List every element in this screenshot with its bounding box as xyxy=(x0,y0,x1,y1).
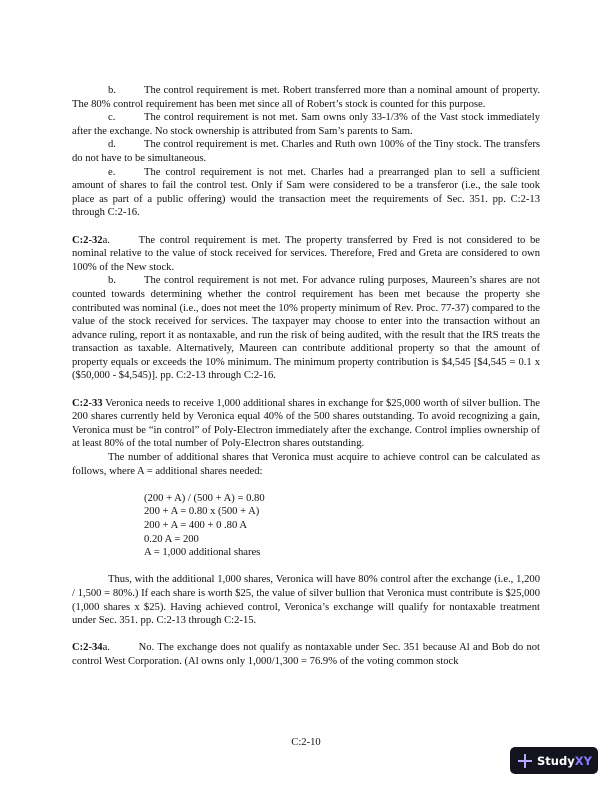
problem-id: C:2-33 xyxy=(72,397,103,409)
part-text: No. The exchange does not qualify as nontaxable under Sec. 351 because Al and Bob do not control West Corporation. (Al owns only 1,000/1,300 = 76.9% of the voting common stock xyxy=(72,642,540,667)
problem-c2-33-para3: Thus, with the additional 1,000 shares, Veronica will have 80% control after the exchange (i.e., 1,200 / 1,500 = 80%.) If each share is worth $25, the value of silver bullion that Veronica must contribute is $25,000 (1,000 shares x $25). Having achieved control, Veronica’s exchange will qualify for nontaxable treatment under Sec. 351. pp. C:2-13 through C:2-15. xyxy=(72,574,540,627)
part-label: a. xyxy=(102,234,110,246)
part-text: The control requirement is not met. Charles had a prearranged plan to sell a sufficient amount of shares to fail the control test. Only if Sam were considered to be a transferor (i.e., the sale took place as part of a public offering) would the transaction meet the requirements of Sec. 351. pp. C:2-13 through C:2-16. xyxy=(72,166,540,219)
part-e xyxy=(72,166,540,220)
equation-line: (200 + A) / (500 + A) = 0.80 xyxy=(144,492,265,504)
part-text: The control requirement is met. The property transferred by Fred is not considered to be nominal relative to the value of stock received for services. Therefore, Fred and Greta are considered to own 100% of the New stock. xyxy=(72,234,540,273)
brand-accent: XY xyxy=(574,753,592,768)
equation-block xyxy=(144,492,540,560)
problem-c2-32-a xyxy=(72,234,540,275)
page-number: C:2-10 xyxy=(291,737,321,748)
intro-text: Veronica needs to receive 1,000 additional shares in exchange for $25,000 worth of silver bullion. The 200 shares currently held by Veronica equal 40% of the 500 shares outstanding. To avoid recognizing a gain, Veronica must be “in control” of Poly-Electron immediately after the exchange. Control implies ownership of at least 80% of the total number of Poly-Electron shares outstanding. xyxy=(72,397,540,450)
equation-line: 0.20 A = 200 xyxy=(144,533,199,545)
part-text: The control requirement is met. Robert transferred more than a nominal amount of property. The 80% control requirement has been met since all of Robert’s stock is counted for this purpose. xyxy=(72,85,540,110)
part-c xyxy=(72,111,540,138)
equation-line: 200 + A = 400 + 0 .80 A xyxy=(144,520,247,531)
document-page xyxy=(72,84,540,669)
part-text: The control requirement is not met. For advance ruling purposes, Maureen’s shares are not counted towards determining whether the control requirement has been met because the property she contributed was nominal (i.e., does not meet the 10% property minimum of Rev. Proc. 77-37) compared to the value of the stock received for services. The taxpayer may choose to enter into the transaction without an advance ruling, report it as nontaxable, and run the risk of being audited, with the result that the IRS treats the transaction as taxable. Alternatively, Maureen can contribute additional property so that the amount of property equals or exceeds the 10% minimum. The minimum property contribution is $4,545 [$4,545 = 0.1 x ($50,000 - $4,545)]. pp. C:2-13 through C:2-16. xyxy=(72,275,540,382)
part-text: The control requirement is not met. Sam owns only 33-1/3% of the Vast stock immediately after the exchange. No stock ownership is attributed from Sam’s parents to Sam. xyxy=(72,112,540,137)
plus-icon xyxy=(518,754,532,768)
part-label: c. xyxy=(108,112,116,124)
part-text: The control requirement is met. Charles and Ruth own 100% of the Tiny stock. The transfers do not have to be simultaneous. xyxy=(72,139,540,164)
part-label: d. xyxy=(108,139,116,151)
problem-id: C:2-34 xyxy=(72,642,103,654)
problem-id: C:2-32 xyxy=(72,234,103,246)
equation-line: 200 + A = 0.80 x (500 + A) xyxy=(144,506,260,518)
part-b xyxy=(72,84,540,111)
problem-c2-33-intro xyxy=(72,397,540,451)
studyxy-badge[interactable] xyxy=(510,747,598,774)
part-label: a. xyxy=(102,642,110,654)
problem-c2-32-b xyxy=(72,274,540,383)
part-d xyxy=(72,138,540,165)
brand-main: Study xyxy=(537,753,575,768)
equation-line: A = 1,000 additional shares xyxy=(144,547,261,559)
problem-c2-33-para2: The number of additional shares that Veronica must acquire to achieve control can be calculated as follows, where A = additional shares needed: xyxy=(72,452,540,477)
part-label: e. xyxy=(108,166,116,178)
part-label: b. xyxy=(108,275,116,287)
problem-c2-34-a xyxy=(72,641,540,668)
part-label: b. xyxy=(108,85,116,96)
